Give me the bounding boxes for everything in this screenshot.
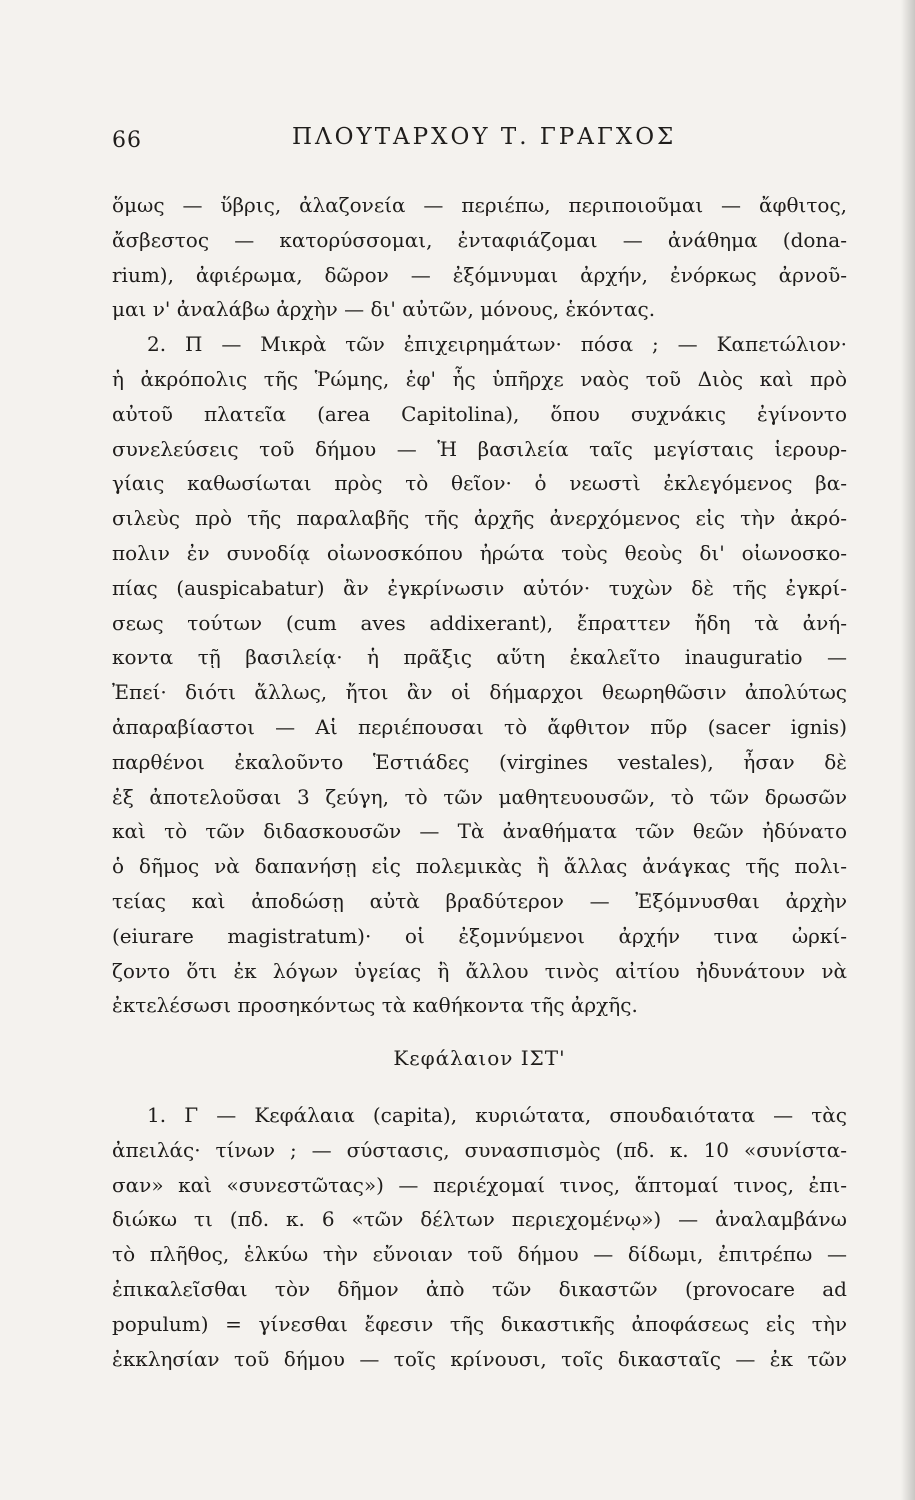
text-line: συνελεύσεις τοῦ δήμου — Ἡ βασιλεία ταῖς μεγίσταις ἱερουρ- (112, 436, 847, 461)
body-text-block-1 (112, 188, 847, 1023)
text-line: 2. Π — Μικρὰ τῶν ἐπιχειρημάτων· πόσα ; — Καπετώλιον· (147, 332, 847, 357)
text-line: ἀπειλάς· τίνων ; — σύστασις, συνασπισμὸς (πδ. κ. 10 «συνίστα- (112, 1137, 847, 1162)
text-line: ἐπικαλεῖσθαι τὸν δῆμον ἀπὸ τῶν δικαστῶν (provocare ad (112, 1276, 847, 1301)
page-edge-shadow (901, 0, 915, 1500)
text-line: πίας (auspicabatur) ἂν ἐγκρίνωσιν αὐτόν· τυχὼν δὲ τῆς ἐγκρί- (112, 575, 847, 600)
text-line: ζοντο ὅτι ἐκ λόγων ὑγείας ἢ ἄλλου τινὸς αἰτίου ἠδυνάτουν νὰ (112, 958, 847, 983)
text-line: ἐκτελέσωσι προσηκόντως τὰ καθήκοντα τῆς ἀρχῆς. (112, 993, 638, 1018)
text-line: διώκω τι (πδ. κ. 6 «τῶν δέλτων περιεχομένῳ») — ἀναλαμβάνω (112, 1207, 847, 1232)
text-line: παρθένοι ἐκαλοῦντο Ἑστιάδες (virgines vestales), ἦσαν δὲ (112, 749, 847, 774)
text-line: rium), ἀφιέρωμα, δῶρον — ἐξόμνυμαι ἀρχήν, ἐνόρκως ἀρνοῦ- (112, 262, 847, 287)
text-line: σαν» καὶ «συνεστῶτας») — περιέχομαί τινος, ἅπτομαί τινος, ἐπι- (112, 1172, 847, 1197)
text-line: μαι ν' ἀναλάβω ἀρχὴν — δι' αὐτῶν, μόνους, ἑκόντας. (112, 297, 656, 322)
body-text-block-2 (112, 1098, 847, 1376)
text-line: σεως τούτων (cum aves addixerant), ἔπραττεν ἤδη τὰ ἀνή- (112, 610, 847, 635)
running-head: ΠΛΟΥΤΑΡΧΟΥ Τ. ΓΡΑΓΧΟΣ (292, 124, 677, 150)
text-line: καὶ τὸ τῶν διδασκουσῶν — Τὰ ἀναθήματα τῶν θεῶν ἠδύνατο (112, 819, 847, 844)
text-line: τείας καὶ ἀποδώσῃ αὐτὰ βραδύτερον — Ἐξόμνυσθαι ἀρχὴν (112, 888, 847, 913)
text-line: σιλεὺς πρὸ τῆς παραλαβῆς τῆς ἀρχῆς ἀνερχόμενος εἰς τὴν ἀκρό- (112, 506, 847, 531)
text-line: αὐτοῦ πλατεῖα (area Capitolina), ὅπου συχνάκις ἐγίνοντο (112, 401, 847, 426)
text-line: πολιν ἐν συνοδίᾳ οἰωνοσκόπου ἠρώτα τοὺς θεοὺς δι' οἰωνοσκο- (112, 540, 847, 565)
text-line: ἡ ἀκρόπολις τῆς Ῥώμης, ἐφ' ἧς ὑπῆρχε ναὸς τοῦ Διὸς καὶ πρὸ (112, 366, 847, 391)
text-line: 1. Γ — Κεφάλαια (capita), κυριώτατα, σπουδαιότατα — τὰς (147, 1103, 847, 1127)
text-line: ἐξ ἀποτελοῦσαι 3 ζεύγη, τὸ τῶν μαθητευουσῶν, τὸ τῶν δρωσῶν (112, 784, 847, 809)
text-line: (eiurare magistratum)· οἱ ἐξομνύμενοι ἀρχήν τινα ὠρκί- (112, 923, 847, 948)
chapter-heading: Κεφάλαιον ΙΣΤ' (393, 1046, 566, 1070)
text-line: ἄσβεστος — κατορύσσομαι, ἐνταφιάζομαι — ἀνάθημα (dona- (112, 227, 847, 252)
text-line: ὅμως — ὕβρις, ἀλαζονεία — περιέπω, περιποιοῦμαι — ἄφθιτος, (112, 193, 847, 217)
text-line: τὸ πλῆθος, ἑλκύω τὴν εὔνοιαν τοῦ δήμου — δίδωμι, ἐπιτρέπω — (112, 1242, 847, 1267)
text-line: ὁ δῆμος νὰ δαπανήσῃ εἰς πολεμικὰς ἢ ἄλλας ἀνάγκας τῆς πολι- (112, 854, 847, 879)
text-line: populum) = γίνεσθαι ἔφεσιν τῆς δικαστικῆς ἀποφάσεως εἰς τὴν (112, 1311, 847, 1336)
text-line: κοντα τῇ βασιλείᾳ· ἡ πρᾶξις αὕτη ἐκαλεῖτο inauguratio — (112, 645, 847, 670)
text-line: Ἐπεί· διότι ἄλλως, ἤτοι ἂν οἱ δήμαρχοι θεωρηθῶσιν ἀπολύτως (112, 680, 847, 705)
page-header (112, 118, 872, 158)
text-line: γίαις καθωσίωται πρὸς τὸ θεῖον· ὁ νεωστὶ ἐκλεγόμενος βα- (112, 471, 847, 496)
text-line: ἀπαραβίαστοι — Αἱ περιέπουσαι τὸ ἄφθιτον πῦρ (sacer ignis) (112, 714, 847, 739)
text-line: ἐκκλησίαν τοῦ δήμου — τοῖς κρίνουσι, τοῖς δικασταῖς — ἐκ τῶν (112, 1346, 847, 1371)
page-number: 66 (112, 128, 142, 153)
